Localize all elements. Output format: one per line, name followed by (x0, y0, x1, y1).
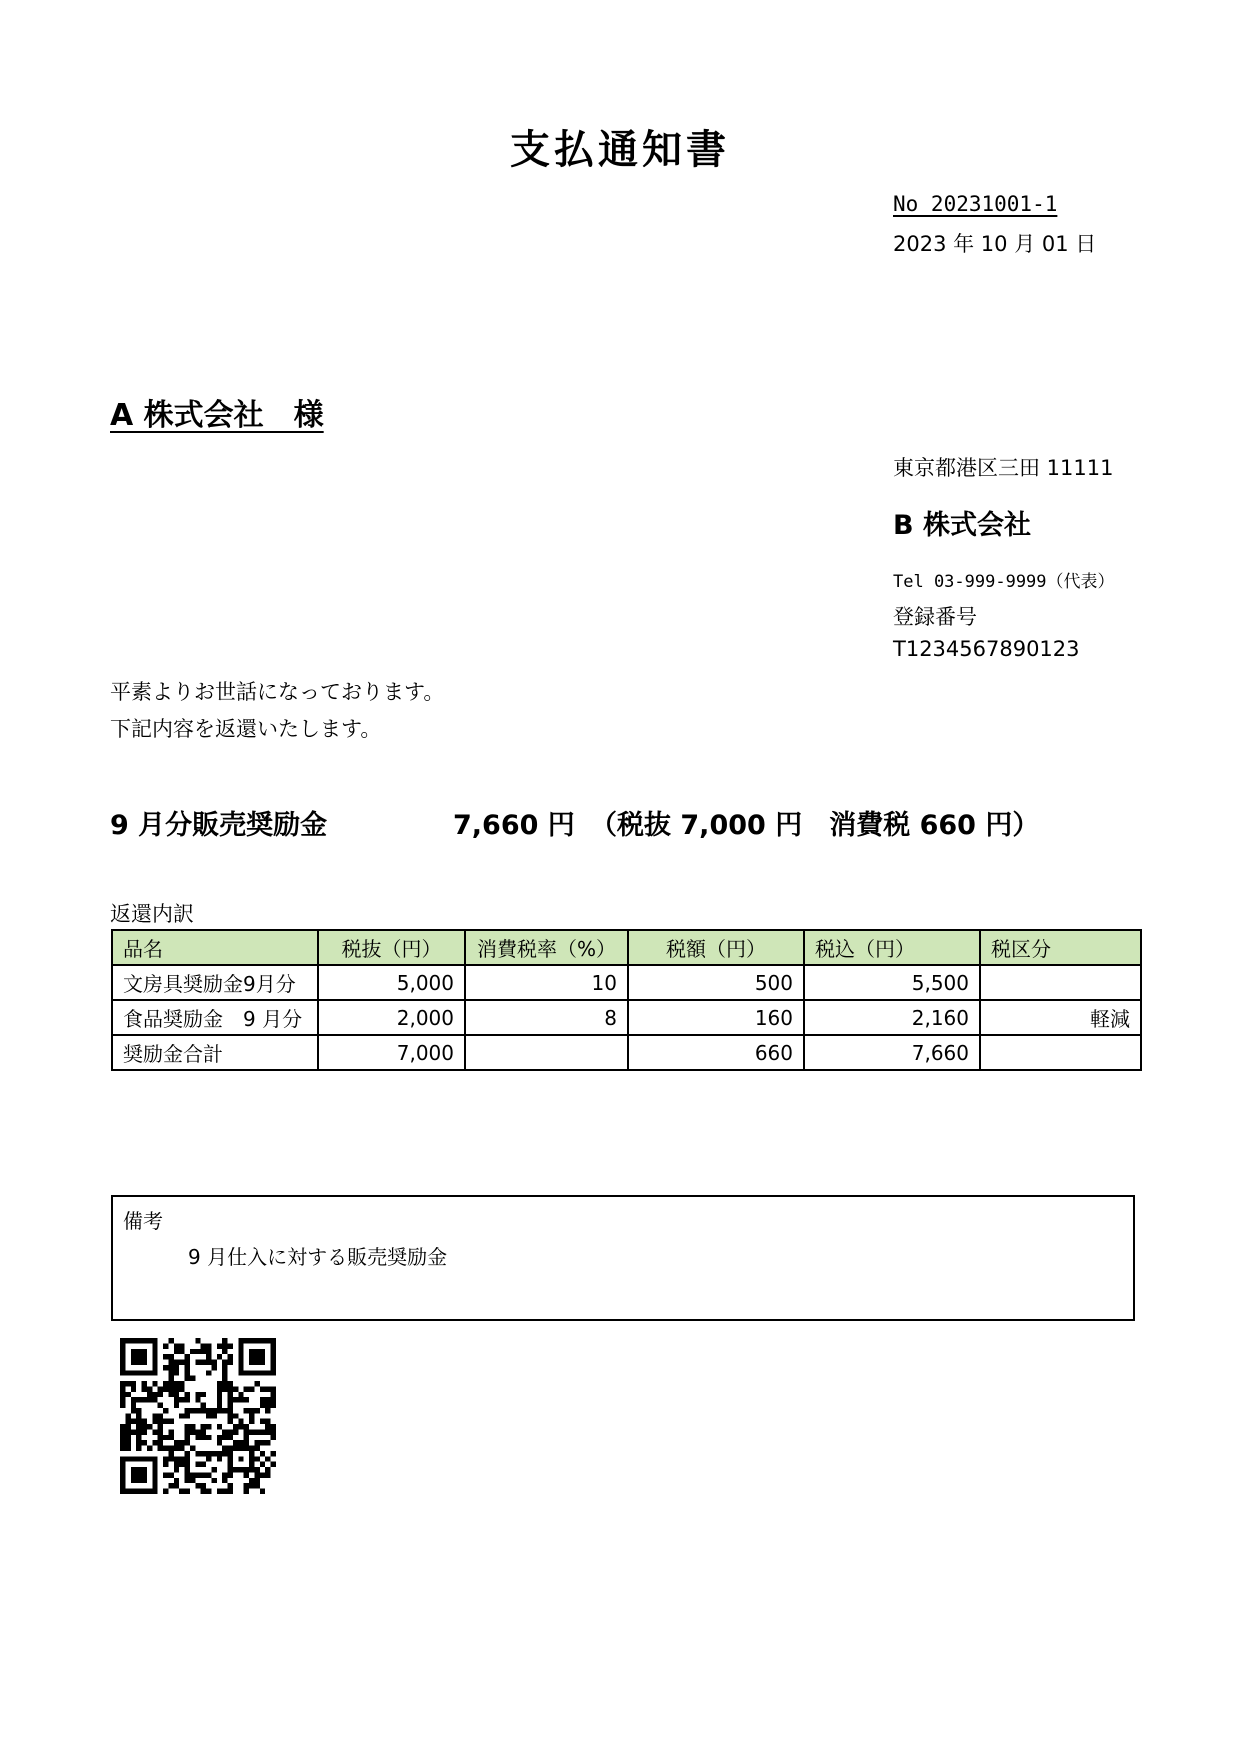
breakdown-label: 返還内訳 (110, 902, 194, 926)
cell-tax-included: 5,500 (804, 965, 980, 1000)
breakdown-table (111, 929, 1142, 1071)
header-tax-amount: 税額（円） (628, 930, 804, 965)
cell-pre-tax: 7,000 (318, 1035, 465, 1070)
document-title: 支払通知書 (510, 127, 730, 173)
issuer-tel: Tel 03-999-9999（代表） (893, 572, 1115, 592)
table-row (112, 1000, 1141, 1035)
greeting-line-2: 下記内容を返還いたします。 (110, 717, 382, 741)
cell-pre-tax: 5,000 (318, 965, 465, 1000)
cell-item-name: 食品奨励金 9 月分 (112, 1000, 318, 1035)
table-row (112, 1035, 1141, 1070)
cell-tax-category (980, 1035, 1141, 1070)
header-item-name: 品名 (112, 930, 318, 965)
recipient-name: A 株式会社 様 (110, 398, 324, 433)
cell-tax-amount: 660 (628, 1035, 804, 1070)
summary-total: 7,660 円 (453, 810, 575, 841)
header-tax-category: 税区分 (980, 930, 1141, 965)
cell-tax-category: 軽減 (980, 1000, 1141, 1035)
cell-tax-amount: 160 (628, 1000, 804, 1035)
cell-pre-tax: 2,000 (318, 1000, 465, 1035)
notes-text: 9 月仕入に対する販売奨励金 (188, 1245, 448, 1269)
cell-tax-category (980, 965, 1141, 1000)
notes-label: 備考 (123, 1209, 163, 1233)
table-row (112, 965, 1141, 1000)
cell-tax-rate (465, 1035, 628, 1070)
registration-number: T1234567890123 (893, 637, 1080, 661)
summary-item: 9 月分販売奨励金 (110, 810, 328, 841)
notes-box (111, 1195, 1135, 1321)
qr-code-icon (120, 1338, 276, 1494)
cell-item-name: 奨励金合計 (112, 1035, 318, 1070)
header-tax-rate: 消費税率（%） (465, 930, 628, 965)
header-tax-included: 税込（円） (804, 930, 980, 965)
issuer-address: 東京都港区三田 11111 (893, 456, 1114, 480)
cell-tax-rate: 10 (465, 965, 628, 1000)
cell-tax-included: 7,660 (804, 1035, 980, 1070)
header-pre-tax: 税抜（円） (318, 930, 465, 965)
cell-tax-rate: 8 (465, 1000, 628, 1035)
issuer-company: B 株式会社 (893, 510, 1031, 541)
document-date: 2023 年 10 月 01 日 (893, 232, 1097, 256)
cell-item-name: 文房具奨励金9月分 (112, 965, 318, 1000)
cell-tax-amount: 500 (628, 965, 804, 1000)
greeting-line-1: 平素よりお世話になっております。 (110, 680, 445, 704)
table-header-row (112, 930, 1141, 965)
registration-label: 登録番号 (893, 605, 977, 629)
document-number: No 20231001-1 (893, 192, 1058, 216)
summary-breakdown: （税抜 7,000 円 消費税 660 円） (590, 810, 1040, 841)
cell-tax-included: 2,160 (804, 1000, 980, 1035)
